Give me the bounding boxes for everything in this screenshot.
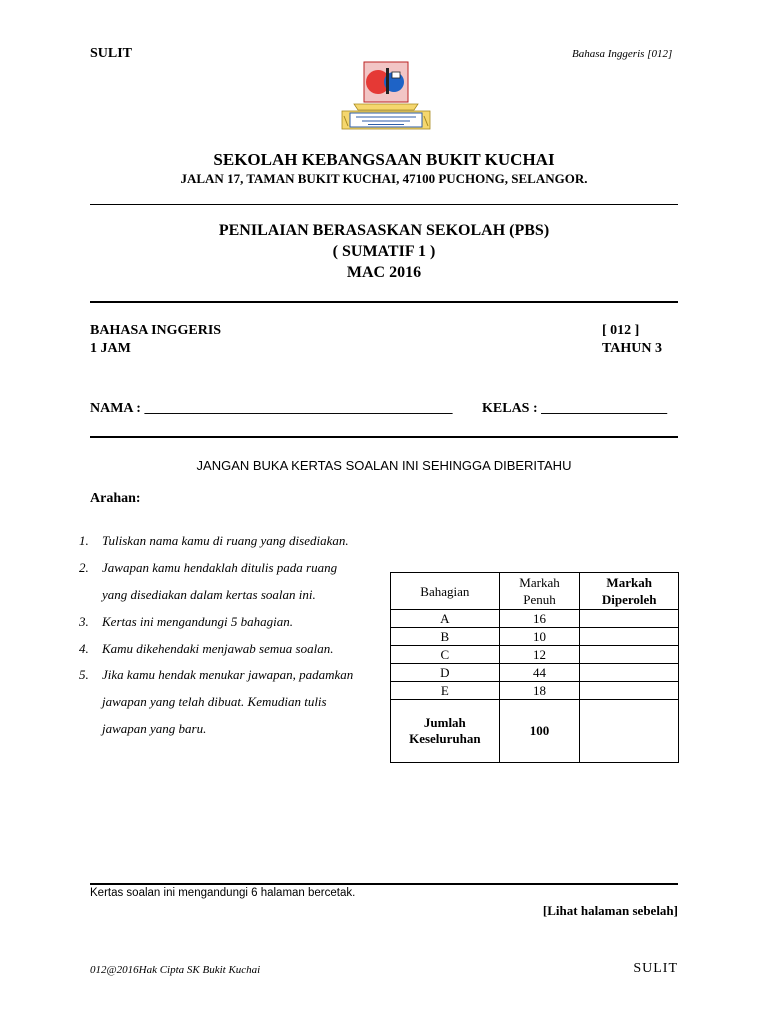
- header-sulit: SULIT: [90, 46, 133, 61]
- instructions-heading: Arahan:: [90, 491, 141, 506]
- table-row: [391, 646, 679, 664]
- total-full-cell: 100: [499, 700, 580, 763]
- instruction-number: 2.: [79, 560, 89, 575]
- divider-2: [90, 301, 678, 303]
- instruction-number: 1.: [79, 533, 89, 548]
- school-name: SEKOLAH KEBANGSAAN BUKIT KUCHAI: [213, 150, 555, 169]
- obtained-marks-cell[interactable]: [580, 610, 679, 628]
- full-marks-cell: 12: [499, 646, 580, 664]
- instruction-line: Kamu dikehendaki menjawab semua soalan.: [102, 641, 334, 656]
- table-header-row: [391, 573, 679, 610]
- header-markah-penuh: Markah Penuh: [499, 573, 580, 610]
- full-marks-cell: 16: [499, 610, 580, 628]
- exam-title: PENILAIAN BERASASKAN SEKOLAH (PBS): [218, 222, 550, 239]
- instruction-number: 4.: [79, 641, 89, 656]
- full-marks-cell: 44: [499, 664, 580, 682]
- table-row: [391, 610, 679, 628]
- instruction-line: Kertas ini mengandungi 5 bahagian.: [102, 614, 294, 629]
- kelas-label: KELAS :: [482, 401, 538, 416]
- exam-date: MAC 2016: [346, 264, 422, 281]
- full-marks-cell: 18: [499, 682, 580, 700]
- full-marks-cell: 10: [499, 628, 580, 646]
- header-markah-diperoleh: Markah Diperoleh: [580, 573, 679, 610]
- subject-code: [ 012 ]: [602, 323, 640, 338]
- section-cell: A: [391, 610, 500, 628]
- instruction-line: jawapan yang telah dibuat. Kemudian tulis: [102, 694, 327, 709]
- instruction-line: Jika kamu hendak menukar jawapan, padamkan: [102, 667, 354, 682]
- instruction-line: Jawapan kamu hendaklah ditulis pada ruang: [102, 560, 338, 575]
- school-logo: [336, 60, 436, 132]
- obtained-marks-cell[interactable]: [580, 664, 679, 682]
- warning-text: JANGAN BUKA KERTAS SOALAN INI SEHINGGA DIBERITAHU: [196, 458, 572, 473]
- exam-year: TAHUN 3: [602, 341, 663, 356]
- obtained-marks-cell[interactable]: [580, 682, 679, 700]
- exam-duration: 1 JAM: [90, 341, 131, 356]
- section-cell: D: [391, 664, 500, 682]
- school-address: JALAN 17, TAMAN BUKIT KUCHAI, 47100 PUCHONG, SELANGOR.: [180, 171, 588, 186]
- divider-3: [90, 436, 678, 438]
- instruction-number: 5.: [79, 667, 89, 682]
- nama-field[interactable]: [90, 401, 452, 417]
- divider-footer: [90, 883, 678, 885]
- exam-type: ( SUMATIF 1 ): [332, 243, 436, 260]
- instruction-number: 3.: [79, 614, 89, 629]
- section-cell: C: [391, 646, 500, 664]
- page-count-note: Kertas soalan ini mengandungi 6 halaman bercetak.: [90, 887, 356, 899]
- header-bahagian: Bahagian: [391, 573, 500, 610]
- nama-label: NAMA :: [90, 401, 141, 416]
- footer-sulit: SULIT: [633, 961, 678, 976]
- total-label-cell: Jumlah Keseluruhan: [391, 700, 500, 763]
- table-total-row: [391, 700, 679, 763]
- table-row: [391, 682, 679, 700]
- section-cell: B: [391, 628, 500, 646]
- marks-table: [390, 572, 679, 763]
- section-cell: E: [391, 682, 500, 700]
- obtained-marks-cell[interactable]: [580, 646, 679, 664]
- instruction-line: yang disediakan dalam kertas soalan ini.: [102, 587, 316, 602]
- header-subject-code: Bahasa Inggeris [012]: [572, 48, 673, 60]
- kelas-field[interactable]: [482, 401, 667, 417]
- obtained-marks-cell[interactable]: [580, 628, 679, 646]
- subject-name: BAHASA INGGERIS: [90, 323, 222, 338]
- table-row: [391, 628, 679, 646]
- total-obtained-cell[interactable]: [580, 700, 679, 763]
- nama-line[interactable]: ____________________________________________: [144, 401, 453, 416]
- next-page-note: [Lihat halaman sebelah]: [542, 903, 678, 918]
- copyright-note: 012@2016Hak Cipta SK Bukit Kuchai: [90, 964, 261, 976]
- instruction-line: Tuliskan nama kamu di ruang yang disediakan.: [102, 533, 349, 548]
- divider-1: [90, 204, 678, 205]
- table-row: [391, 664, 679, 682]
- instruction-line: jawapan yang baru.: [102, 721, 207, 736]
- kelas-line[interactable]: __________________: [541, 401, 668, 416]
